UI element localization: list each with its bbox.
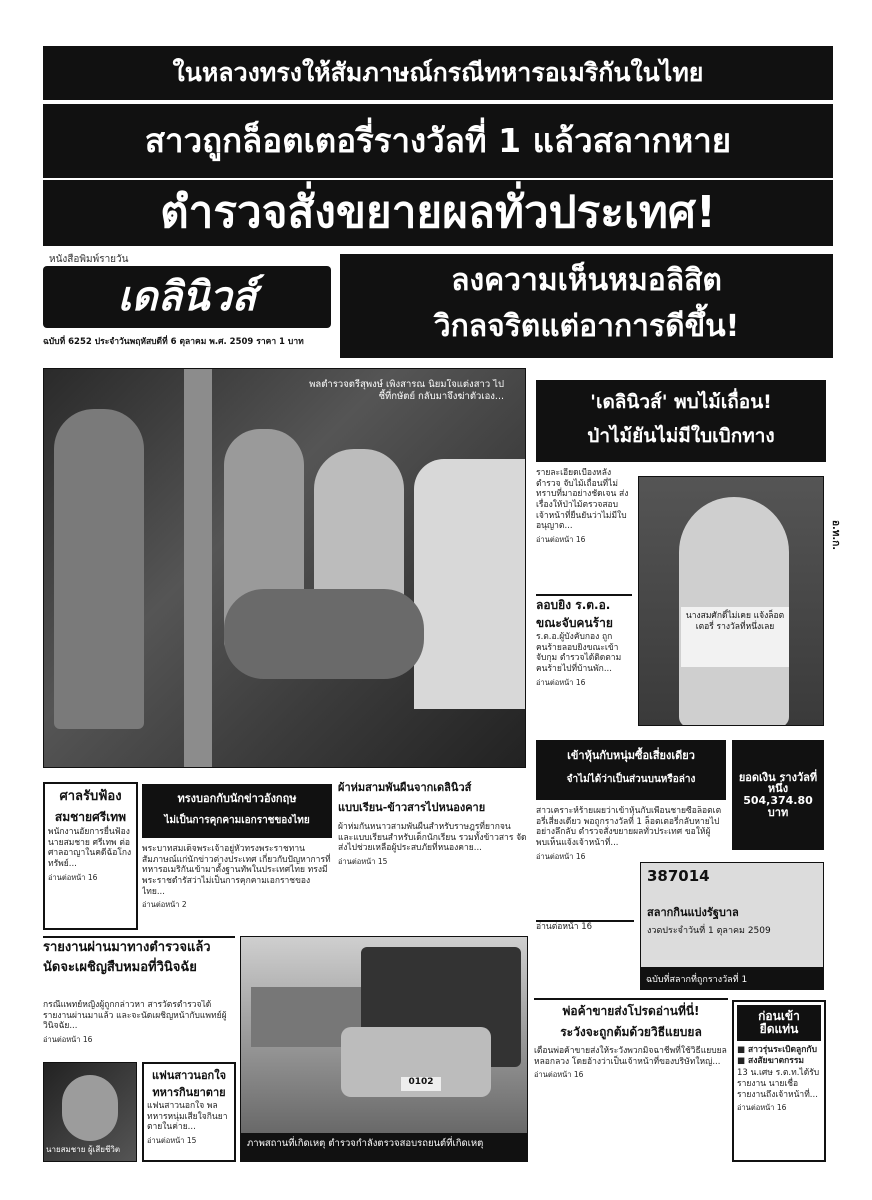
attack-headline-line2: ขณะจับคนร้าย <box>536 615 613 630</box>
court-headline-line2: สมชายศรีเทพ <box>54 809 127 824</box>
merchant-headline-line2: ระวังจะถูกต้มด้วยวิธีแยบยล <box>560 1024 702 1039</box>
lottery-headline <box>536 740 726 800</box>
small-portrait-photo <box>43 1062 137 1162</box>
king-story-body <box>142 844 332 930</box>
king-story-text: พระบาทสมเด็จพระเจ้าอยู่หัวทรงพระราชทานสัมภาษณ์แก่นักข่าวต่างประเทศ เกี่ยวกับปัญหาการที่ทหารอเมริกันเข้ามาตั้งฐานทัพในประเทศไทย ทรงมีพระราชดำรัสว่าไม่เป็นการคุกคามเอกราชของไทย... <box>142 844 331 897</box>
attack-story-body <box>536 632 632 687</box>
court-story-text: พนักงานอัยการยื่นฟ้อง นายสมชาย ศรีเทพ ต่อศาลอาญาในคดีฉ้อโกงทรัพย์... <box>48 827 132 869</box>
forest-story-continued[interactable]: อ่านต่อหน้า 16 <box>536 534 586 544</box>
portrait-face <box>62 1075 118 1141</box>
student-headline-line1: ผ้าห่มสามพันผืนจากเดลินิวส์ <box>338 781 472 795</box>
top-banner-text: ในหลวงทรงให้สัมภาษณ์กรณีทหารอเมริกันในไทย <box>172 57 704 87</box>
news-brief-title <box>737 1005 821 1041</box>
attack-story <box>536 594 632 744</box>
doctor-headline-line2: วิกลจริตแต่อาการดีขึ้น! <box>433 309 740 345</box>
lover-story-text: แฟนสาวนอกใจ พลทหารหนุ่มเสียใจกินยาตายในค่าย... <box>147 1101 228 1133</box>
photo-carried-person <box>224 589 424 679</box>
photo-pole <box>184 369 212 768</box>
side-mark <box>827 520 843 580</box>
prize-box <box>732 740 824 850</box>
attack-story-text: ร.ต.อ.ผู้บังคับกอง ถูกคนร้ายลอบยิงขณะเข้าจับกุม ตำรวจได้ติดตามคนร้ายไปที่บ้านพัก... <box>536 632 622 674</box>
forest-headline-line1: 'เดลินิวส์' พบไม้เถื่อน! <box>590 391 772 414</box>
forest-story-body <box>536 468 632 588</box>
top-banner <box>43 46 833 100</box>
lover-story-continued[interactable]: อ่านต่อหน้า 15 <box>147 1135 197 1145</box>
main-photo <box>43 368 526 768</box>
photo-car <box>414 459 526 709</box>
ticket-line1: สลากกินแบ่งรัฐบาล <box>647 906 739 919</box>
news-brief-item[interactable]: ■ สาวรุ่นระเบิดลูกกับ <box>737 1045 817 1055</box>
second-headline <box>43 104 833 178</box>
ticket-line2: งวดประจำวันที่ 1 ตุลาคม 2509 <box>647 926 771 936</box>
lottery-side-note <box>536 920 634 990</box>
lover-story <box>142 1062 236 1162</box>
court-headline-line1: ศาลรับฟ้อง <box>59 789 122 805</box>
street-photo-caption: ภาพสถานที่เกิดเหตุ ตำรวจกำลังตรวจสอบรถยนต์ที่เกิดเหตุ <box>241 1133 528 1162</box>
doctor-headline-line1: ลงความเห็นหมอลิสิต <box>451 263 722 299</box>
lover-headline-line2: ทหารกินยาตาย <box>152 1085 226 1099</box>
king-story-continued[interactable]: อ่านต่อหน้า 2 <box>142 900 187 910</box>
police-story-text: กรณีแพทย์หญิงผู้ถูกกล่าวหา สารวัตรตำรวจได้รายงานผ่านมาแล้ว และจะนัดเผชิญหน้ากับแพทย์ผู้วินิจฉัย... <box>43 1000 227 1032</box>
police-story-continued[interactable]: อ่านต่อหน้า 16 <box>43 1034 93 1044</box>
news-brief <box>732 1000 826 1162</box>
police-headline-line2: นัดจะเผชิญสืบหมอที่วินิจฉัย <box>43 960 197 976</box>
masthead <box>43 250 333 352</box>
woman-sign-text: นางสมศักดิ์ไม่เคย แจ้งล็อตเตอรี่ รางวัลที่หนึ่งเลย <box>685 611 785 633</box>
news-brief-item-text: สาวรุ่นระเบิดลูกกับ <box>748 1045 817 1055</box>
merchant-story-body <box>534 1046 728 1080</box>
news-brief-body <box>737 1068 821 1112</box>
student-story-text: ผ้าห่มกันหนาวสามพันผืนสำหรับราษฎรที่ยากจน และแบบเรียนสำหรับเด็กนักเรียน รวมทั้งข้าวสาร จัดส่งไปช่วยเหลือผู้ประสบภัยที่หนองคาย... <box>338 822 527 854</box>
main-photo-caption: พลตำรวจตรีสุพงษ์ เพิ่งสารณ นิยมใจแต่งสาว ไปชี้ที่กษัตย์ กลับมาจึงฆ่าตัวเอง... <box>309 379 504 402</box>
ticket-number: 387014 <box>647 867 710 885</box>
king-headline <box>142 784 332 838</box>
merchant-story-text: เตือนพ่อค้าขายส่งให้ระวังพวกมิจฉาชีพที่ใช้วิธีแยบยลหลอกลวง โดยอ้างว่าเป็นเจ้าหน้าที่ของบริษัทใหญ่... <box>534 1046 727 1067</box>
street-photo <box>240 936 528 1162</box>
issue-line: ฉบับที่ 6252 ประจำวันพฤหัสบดีที่ 6 ตุลาคม พ.ศ. 2509 ราคา 1 บาท <box>43 337 304 347</box>
masthead-logo <box>43 266 331 328</box>
forest-headline-line2: ป่าไม้ยันไม่มีใบเบิกทาง <box>587 425 775 448</box>
masthead-name: เดลินิวส์ <box>117 274 257 320</box>
king-headline-line1: ทรงบอกกับนักข่าวอังกฤษ <box>177 792 297 806</box>
prize-box-text: ยอดเงิน รางวัลที่หนึ่ง 504,374.80 บาท <box>738 770 818 819</box>
student-story-continued[interactable]: อ่านต่อหน้า 15 <box>338 856 388 866</box>
third-headline-text: ตำรวจสั่งขยายผลทั่วประเทศ! <box>160 186 716 238</box>
student-story-body <box>338 822 528 866</box>
police-story <box>43 936 235 1000</box>
merchant-story-continued[interactable]: อ่านต่อหน้า 16 <box>534 1070 584 1080</box>
news-brief-continued[interactable]: อ่านต่อหน้า 16 <box>737 1103 787 1113</box>
court-story <box>43 782 138 930</box>
ticket-photo <box>640 862 824 990</box>
license-plate: 0102 <box>401 1077 441 1091</box>
news-brief-text: 13 น.เศษ ร.ต.ท.ได้รับรายงาน นายเชื่อรายงานถึงเจ้าหน้าที่... <box>737 1068 820 1100</box>
photo-figure-left <box>54 409 144 729</box>
lottery-story-continued[interactable]: อ่านต่อหน้า 16 <box>536 851 586 861</box>
attack-headline-line1: ลอบยิง ร.ต.อ. <box>536 597 611 612</box>
lottery-headline-line1: เข้าหุ้นกับหนุ่มซื้อเสี่ยงเดียว <box>567 749 695 763</box>
court-story-body <box>48 827 133 882</box>
small-photo-caption: นายสมชาย ผู้เสียชีวิต <box>46 1145 121 1154</box>
woman-sign <box>681 607 789 667</box>
news-brief-item-text: สงสัยฆาตกรรม <box>748 1055 804 1066</box>
police-headline-line1: รายงานผ่านมาทางตำรวจแล้ว <box>43 940 211 956</box>
king-headline-line2: ไม่เป็นการคุกคามเอกราชของไทย <box>164 814 310 826</box>
masthead-tagline: หนังสือพิมพ์รายวัน <box>49 254 129 265</box>
ticket-caption: ฉบับที่สลากที่ถูกรางวัลที่ 1 <box>641 967 824 990</box>
lottery-headline-line2: จำไม่ได้ว่าเป็นส่วนบนหรือล่าง <box>566 773 696 785</box>
merchant-story <box>534 998 728 1162</box>
news-brief-title-line1: ก่อนเข้า <box>758 1009 800 1024</box>
news-brief-item[interactable]: ■ สงสัยฆาตกรรม <box>737 1055 804 1066</box>
student-headline-line2: แบบเรียน-ข้าวสารไปหนองคาย <box>338 801 486 815</box>
second-headline-text: สาวถูกล็อตเตอรี่รางวัลที่ 1 แล้วสลากหาย <box>144 120 732 160</box>
news-brief-title-line2: ยืดแท่น <box>759 1022 799 1036</box>
third-headline <box>43 180 833 246</box>
police-story-body <box>43 1000 235 1056</box>
side-mark-text: อ.ท.ก. <box>830 520 841 551</box>
forest-headline <box>536 380 826 462</box>
lover-headline-line1: แฟนสาวนอกใจ <box>151 1068 227 1082</box>
lottery-side-continued[interactable]: อ่านต่อหน้า 16 <box>536 922 593 932</box>
lover-story-body <box>147 1101 231 1145</box>
attack-story-continued[interactable]: อ่านต่อหน้า 16 <box>536 677 586 687</box>
forest-story-text: รายละเอียดเบื้องหลัง ตำรวจ จับไม้เถื่อนที่ไม่ทราบที่มาอย่างชัดเจน ส่งเรื่องให้ป่าไม้ตรวจสอบ เจ้าหน้าที่ยืนยันว่าไม่มีใบอนุญาต... <box>536 468 629 532</box>
lottery-story-text: สาวเคราะห์ร้ายเผยว่าเข้าหุ้นกับเพื่อนชายซื้อล็อตเตอรี่เสี่ยงเดียว พอถูกรางวัลที่ 1 ล็อตเตอรี่กลับหายไปอย่างลึกลับ ตำรวจสั่งขยายผลทั่วประเทศ ขอให้ผู้พบเห็นแจ้งเจ้าหน้าที่... <box>536 806 722 848</box>
court-story-continued[interactable]: อ่านต่อหน้า 16 <box>48 872 98 882</box>
doctor-headline <box>340 254 833 358</box>
merchant-headline-line1: พ่อค้าขายส่งโปรดอ่านที่นี่! <box>562 1003 700 1018</box>
woman-photo <box>638 476 824 726</box>
student-story <box>338 778 528 930</box>
